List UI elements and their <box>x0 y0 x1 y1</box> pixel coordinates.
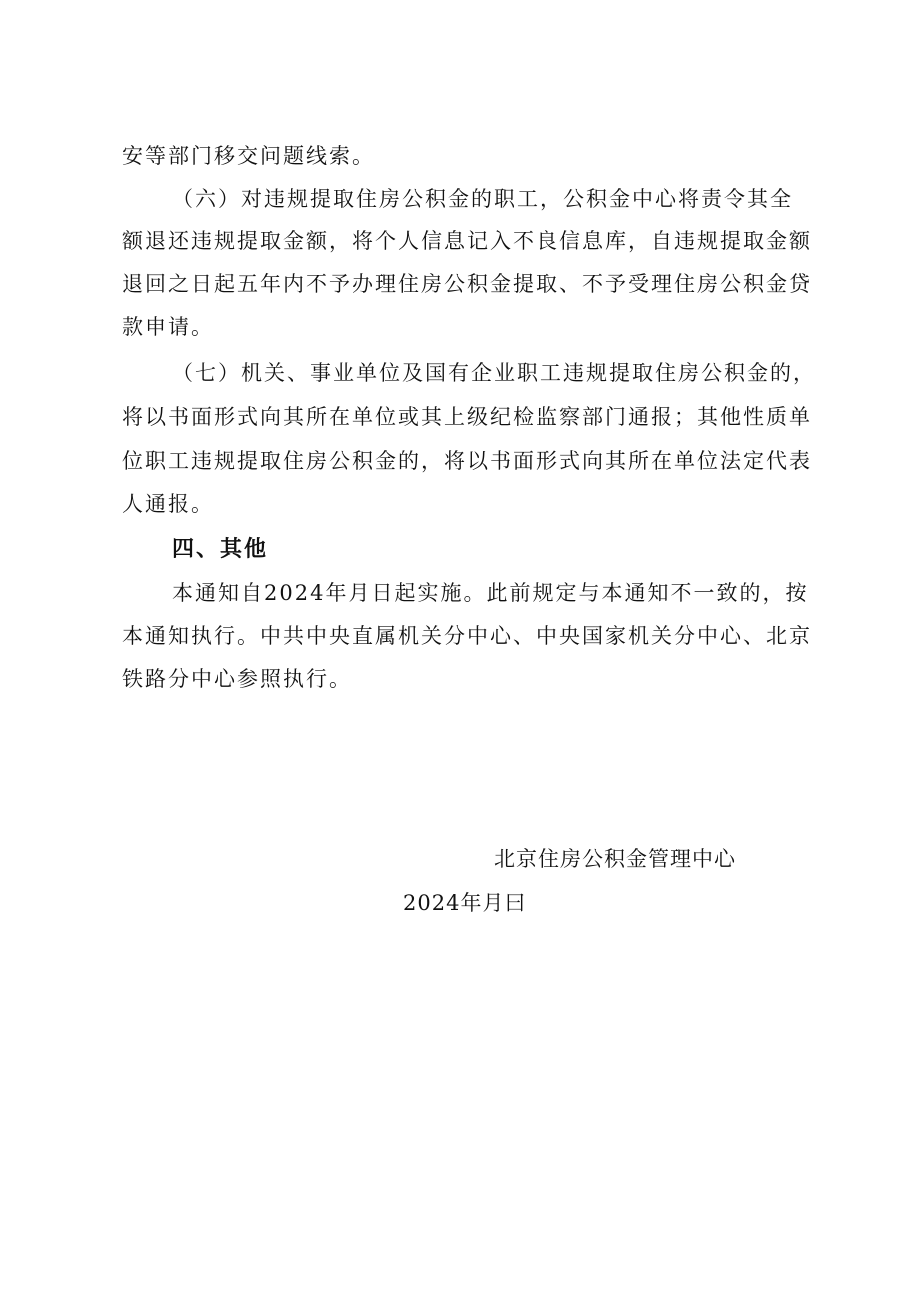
section-heading-other: 四、其他 <box>172 537 269 562</box>
other-paragraph-line-3: 铁路分中心参照执行。 <box>122 667 352 691</box>
paragraph-six-line-4: 款申请。 <box>122 315 214 339</box>
signature-date: 2024年月曰 <box>403 891 527 915</box>
signature-organization: 北京住房公积金管理中心 <box>494 847 736 871</box>
paragraph-six-line-3: 退回之日起五年内不予办理住房公积金提取、不予受理住房公积金贷 <box>122 272 812 296</box>
paragraph-six-line-1: （六）对违规提取住房公积金的职工，公积金中心将责令其全 <box>172 187 793 211</box>
paragraph-seven-line-3: 位职工违规提取住房公积金的，将以书面形式向其所在单位法定代表 <box>122 449 812 473</box>
paragraph-seven-line-4: 人通报。 <box>122 492 214 516</box>
paragraph-seven-line-1: （七）机关、事业单位及国有企业职工违规提取住房公积金的， <box>172 361 816 385</box>
other-paragraph-line-1: 本通知自2024年月日起实施。此前规定与本通知不一致的，按 <box>172 581 809 605</box>
paragraph-six-line-2: 额退还违规提取金额，将个人信息记入不良信息库，自违规提取金额 <box>122 229 812 253</box>
other-paragraph-line-2: 本通知执行。中共中央直属机关分中心、中央国家机关分中心、北京 <box>122 624 812 648</box>
paragraph-continuation-line: 安等部门移交问题线索。 <box>122 144 375 168</box>
paragraph-seven-line-2: 将以书面形式向其所在单位或其上级纪检监察部门通报；其他性质单 <box>122 405 812 429</box>
